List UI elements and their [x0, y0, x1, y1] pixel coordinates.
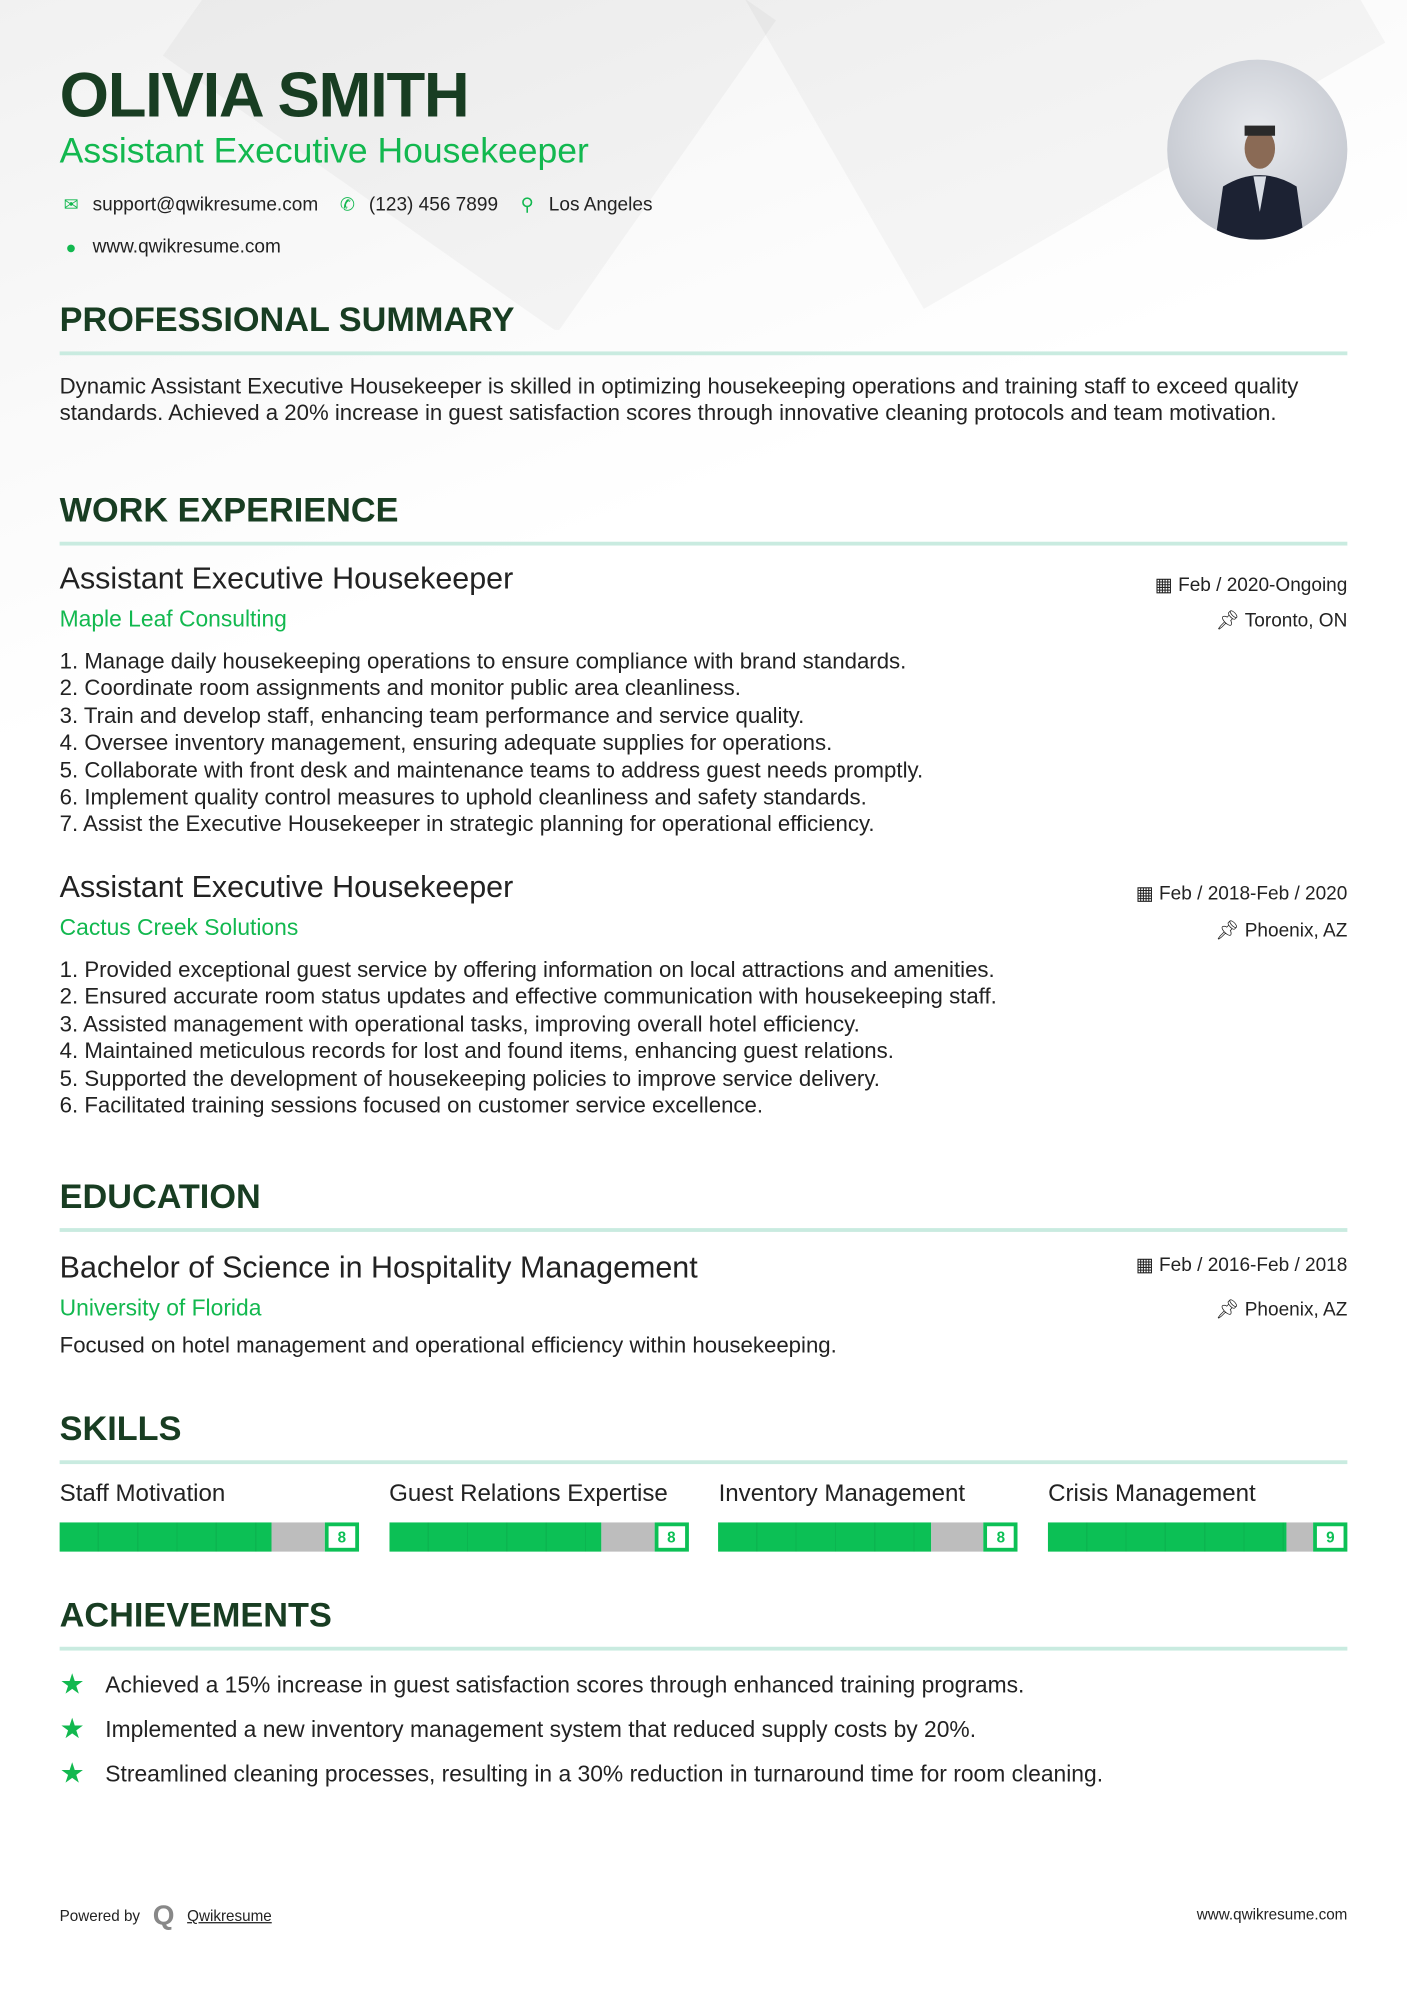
- divider: [60, 1647, 1348, 1651]
- skill-level-value: 9: [1313, 1522, 1347, 1551]
- calendar-icon: ▦: [1135, 1254, 1160, 1277]
- list-item: 4. Oversee inventory management, ensuring adequate supplies for operations.: [59, 729, 833, 756]
- skill-bar-empty: [931, 1522, 984, 1551]
- brand-link[interactable]: Qwikresume: [187, 1906, 272, 1925]
- company-name: Maple Leaf Consulting: [59, 606, 287, 632]
- location-text: Phoenix, AZ: [1244, 1299, 1348, 1321]
- divider: [60, 1228, 1348, 1232]
- skill-level-bar: [719, 1522, 1018, 1551]
- envelope-icon: ✉: [63, 194, 79, 215]
- date-text: Feb / 2018-Feb / 2020: [1159, 883, 1348, 905]
- list-item: 6. Implement quality control measures to uphold cleanliness and safety standards.: [59, 784, 867, 810]
- company-name: Cactus Creek Solutions: [59, 914, 299, 941]
- achievements-heading: ACHIEVEMENTS: [59, 1596, 332, 1635]
- education-description: Focused on hotel management and operational efficiency within housekeeping.: [59, 1332, 837, 1358]
- divider: [60, 1460, 1348, 1464]
- skill-bar-empty: [1287, 1522, 1314, 1551]
- profile-photo: [1167, 60, 1347, 240]
- star-icon: ★: [59, 1757, 85, 1789]
- degree-title: Bachelor of Science in Hospitality Management: [59, 1250, 698, 1286]
- phone-text: (123) 456 7899: [368, 194, 499, 216]
- contact-row: [60, 194, 653, 216]
- job-location: [1215, 919, 1347, 942]
- school-name: University of Florida: [59, 1295, 262, 1321]
- date-text: Feb / 2020-Ongoing: [1178, 574, 1348, 597]
- star-icon: ★: [59, 1668, 85, 1701]
- skill-name: Crisis Management: [1048, 1480, 1256, 1508]
- list-item: 3. Assisted management with operational tasks, improving overall hotel efficiency.: [59, 1010, 860, 1037]
- divider: [60, 542, 1348, 546]
- map-pin-icon: ⚲: [520, 194, 534, 215]
- skill-level-bar: [60, 1522, 359, 1551]
- calendar-icon: ▦: [1135, 883, 1160, 905]
- list-item: 3. Train and develop staff, enhancing team performance and service quality.: [59, 702, 805, 728]
- job-date: [1136, 882, 1348, 905]
- powered-by-text: Powered by: [59, 1906, 141, 1925]
- pin-icon: 📌︎: [1215, 610, 1245, 632]
- divider: [60, 351, 1348, 355]
- list-item: 4. Maintained meticulous records for lost and found items, enhancing guest relations.: [59, 1038, 894, 1064]
- list-item: 7. Assist the Executive Housekeeper in strategic planning for operational efficiency.: [59, 811, 875, 837]
- experience-heading: WORK EXPERIENCE: [59, 490, 399, 530]
- skill-name: Guest Relations Expertise: [389, 1480, 668, 1508]
- achievement-text: Streamlined cleaning processes, resulting in a 30% reduction in turnaround time for room cleaning.: [105, 1760, 1104, 1786]
- date-text: Feb / 2016-Feb / 2018: [1159, 1254, 1348, 1277]
- job-location: [1216, 609, 1348, 632]
- skill-bar-fill: [1048, 1522, 1287, 1551]
- skills-heading: SKILLS: [59, 1409, 182, 1448]
- footer-website[interactable]: www.qwikresume.com: [1196, 1905, 1348, 1924]
- globe-icon: ●: [65, 236, 77, 257]
- location-text: Toronto, ON: [1244, 610, 1348, 632]
- job-duties-list: [60, 648, 924, 838]
- skill-level-bar: [1048, 1522, 1347, 1551]
- website-row: [60, 236, 281, 258]
- summary-heading: PROFESSIONAL SUMMARY: [59, 300, 515, 339]
- phone-icon: ✆: [339, 194, 355, 215]
- star-icon: ★: [59, 1712, 85, 1745]
- list-item: 1. Manage daily housekeeping operations to ensure compliance with brand standards.: [59, 648, 907, 674]
- list-item: 6. Facilitated training sessions focused on customer service excellence.: [59, 1092, 764, 1118]
- candidate-title: Assistant Executive Housekeeper: [59, 130, 589, 171]
- achievement-item: [60, 1713, 976, 1746]
- skill-level-value: 8: [325, 1522, 359, 1551]
- skill-bar-fill: [389, 1522, 601, 1551]
- pin-icon: 📌︎: [1215, 919, 1245, 942]
- candidate-name: OLIVIA SMITH: [59, 59, 469, 131]
- skill-bar-empty: [601, 1522, 654, 1551]
- education-date: [1136, 1253, 1348, 1276]
- job-title: Assistant Executive Housekeeper: [59, 870, 514, 905]
- job-date: [1155, 573, 1348, 596]
- achievement-text: Achieved a 15% increase in guest satisfaction scores through enhanced training programs.: [105, 1671, 1025, 1697]
- website-link[interactable]: www.qwikresume.com: [92, 235, 281, 258]
- skill-name: Staff Motivation: [59, 1480, 226, 1508]
- achievement-item: [60, 1668, 1025, 1701]
- education-location: [1215, 1298, 1347, 1321]
- skill-bar-fill: [60, 1522, 272, 1551]
- footer-powered: [60, 1899, 272, 1932]
- list-item: 1. Provided exceptional guest service by offering information on local attractions and amenities.: [59, 956, 995, 982]
- email-link[interactable]: support@qwikresume.com: [92, 194, 319, 216]
- list-item: 5. Collaborate with front desk and maintenance teams to address guest needs promptly.: [59, 756, 924, 783]
- achievement-item: [60, 1757, 1103, 1790]
- skill-level-value: 8: [654, 1522, 688, 1551]
- summary-text: Dynamic Assistant Executive Housekeeper is skilled in optimizing housekeeping operations and training staff to exceed quality standards. Achieved a 20% increase in guest satisfaction scores through innovative cleaning protocols and team motivation.: [59, 372, 1299, 426]
- education-heading: EDUCATION: [59, 1177, 261, 1216]
- pin-icon: 📌︎: [1215, 1299, 1245, 1321]
- list-item: 2. Ensured accurate room status updates and effective communication with housekeeping staff.: [59, 983, 997, 1010]
- skill-level-value: 8: [984, 1522, 1018, 1551]
- list-item: 5. Supported the development of housekeeping policies to improve service delivery.: [59, 1065, 880, 1091]
- achievement-text: Implemented a new inventory management system that reduced supply costs by 20%.: [105, 1715, 977, 1742]
- skill-bar-fill: [719, 1522, 931, 1551]
- location-text: Phoenix, AZ: [1244, 919, 1348, 942]
- qwikresume-logo-icon: Q: [152, 1899, 175, 1931]
- skill-bar-empty: [272, 1522, 325, 1551]
- skill-level-bar: [389, 1522, 688, 1551]
- calendar-icon: ▦: [1154, 574, 1179, 597]
- skill-name: Inventory Management: [718, 1480, 966, 1508]
- job-duties-list: [60, 957, 997, 1120]
- list-item: 2. Coordinate room assignments and monitor public area cleanliness.: [59, 675, 741, 701]
- job-title: Assistant Executive Housekeeper: [59, 562, 514, 597]
- location-text: Los Angeles: [548, 194, 653, 216]
